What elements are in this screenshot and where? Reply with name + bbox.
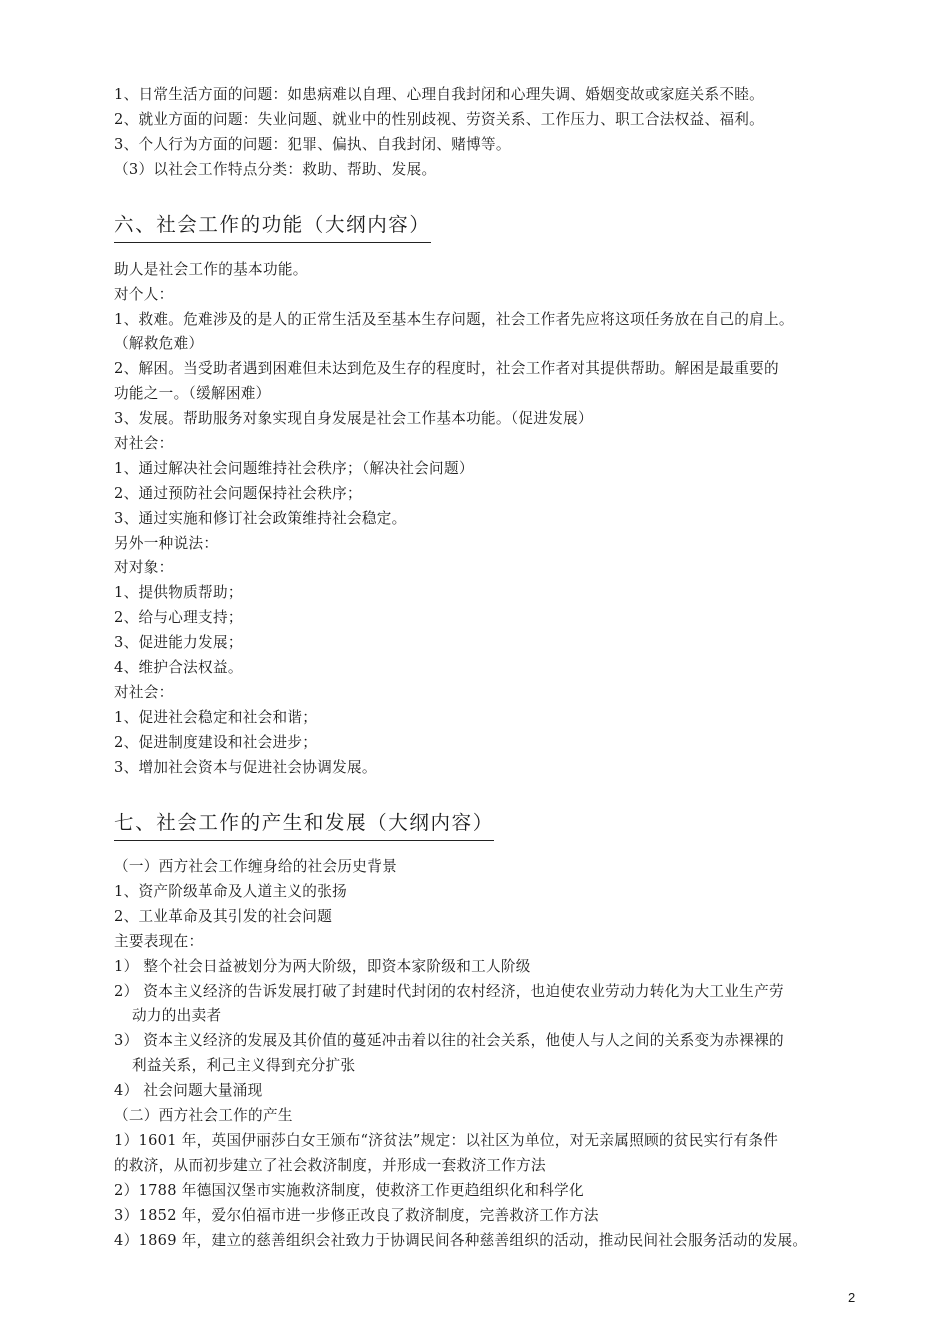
paragraph-line: 3、促进能力发展； [114,634,243,651]
paragraph-line: 1、日常生活方面的问题：如患病难以自理、心理自我封闭和心理失调、婚姻变故或家庭关系不睦。 [114,86,765,103]
paragraph-line: 3） 资本主义经济的发展及其价值的蔓延冲击着以往的社会关系，他使人与人之间的关系变为赤裸裸的 [114,1032,784,1049]
paragraph-line: 2、促进制度建设和社会进步； [114,734,318,751]
paragraph-line: 2、就业方面的问题：失业问题、就业中的性别歧视、劳资关系、工作压力、职工合法权益、福利。 [114,111,765,128]
paragraph-line: 的救济，从而初步建立了社会救济制度，并形成一套救济工作方法 [114,1157,546,1174]
paragraph-line: （一）西方社会工作缠身给的社会历史背景 [114,858,397,875]
paragraph-line: 4） 社会问题大量涌现 [114,1082,263,1099]
paragraph-line: 2、解困。当受助者遇到困难但未达到危及生存的程度时，社会工作者对其提供帮助。解困是最重要的 [114,360,779,377]
paragraph-line: 1、通过解决社会问题维持社会秩序；（解决社会问题） [114,460,474,477]
page-number: 2 [848,1290,856,1305]
paragraph-line: 另外一种说法： [114,535,219,552]
paragraph-line: （二）西方社会工作的产生 [114,1107,293,1124]
paragraph-line: 1、促进社会稳定和社会和谐； [114,709,318,726]
paragraph-line: 对个人： [114,286,174,303]
paragraph-line: 动力的出卖者 [132,1007,222,1024]
paragraph-line: （3）以社会工作特点分类：救助、帮助、发展。 [114,161,437,178]
paragraph-line: 2） 资本主义经济的告诉发展打破了封建时代封闭的农村经济，也迫使农业劳动力转化为大工业生产劳 [114,983,784,1000]
paragraph-line: 对社会： [114,435,174,452]
paragraph-line: 助人是社会工作的基本功能。 [114,261,308,278]
paragraph-line: 2）1788 年德国汉堡市实施救济制度，使救济工作更趋组织化和科学化 [114,1182,584,1199]
paragraph-line: 3、个人行为方面的问题：犯罪、偏执、自我封闭、赌博等。 [114,136,511,153]
paragraph-line: 对对象： [114,559,174,576]
paragraph-line: 主要表现在： [114,933,204,950]
paragraph-line: 1、提供物质帮助； [114,584,243,601]
paragraph-line: 1、救难。危难涉及的是人的正常生活及至基本生存问题，社会工作者先应将这项任务放在自己的肩上。 [114,311,794,328]
paragraph-line: 利益关系，利己主义得到充分扩张 [132,1057,356,1074]
paragraph-line: 1）1601 年，英国伊丽莎白女王颁布“济贫法”规定：以社区为单位，对无亲属照顾的贫民实行有条件 [114,1132,779,1149]
paragraph-line: 2、通过预防社会问题保持社会秩序； [114,485,362,502]
paragraph-line: 对社会： [114,684,174,701]
paragraph-line: 2、给与心理支持； [114,609,243,626]
paragraph-line: 3、增加社会资本与促进社会协调发展。 [114,759,377,776]
paragraph-line: 4）1869 年，建立的慈善组织会社致力于协调民间各种慈善组织的活动，推动民间社会服务活动的发展。 [114,1232,808,1249]
paragraph-line: 1） 整个社会日益被划分为两大阶级，即资本家阶级和工人阶级 [114,958,531,975]
paragraph-line: 3、发展。帮助服务对象实现自身发展是社会工作基本功能。（促进发展） [114,410,593,427]
paragraph-line: 3）1852 年，爱尔伯福市进一步修正改良了救济制度，完善救济工作方法 [114,1207,599,1224]
paragraph-line: 4、维护合法权益。 [114,659,243,676]
paragraph-line: （解救危难） [114,335,204,352]
paragraph-line: 1、资产阶级革命及人道主义的张扬 [114,883,347,900]
paragraph-line: 2、工业革命及其引发的社会问题 [114,908,333,925]
paragraph-line: 3、通过实施和修订社会政策维持社会稳定。 [114,510,407,527]
section-heading-7: 七、社会工作的产生和发展（大纲内容） [114,810,494,841]
paragraph-line: 功能之一。（缓解困难） [114,385,271,402]
section-heading-6: 六、社会工作的功能（大纲内容） [114,212,431,243]
